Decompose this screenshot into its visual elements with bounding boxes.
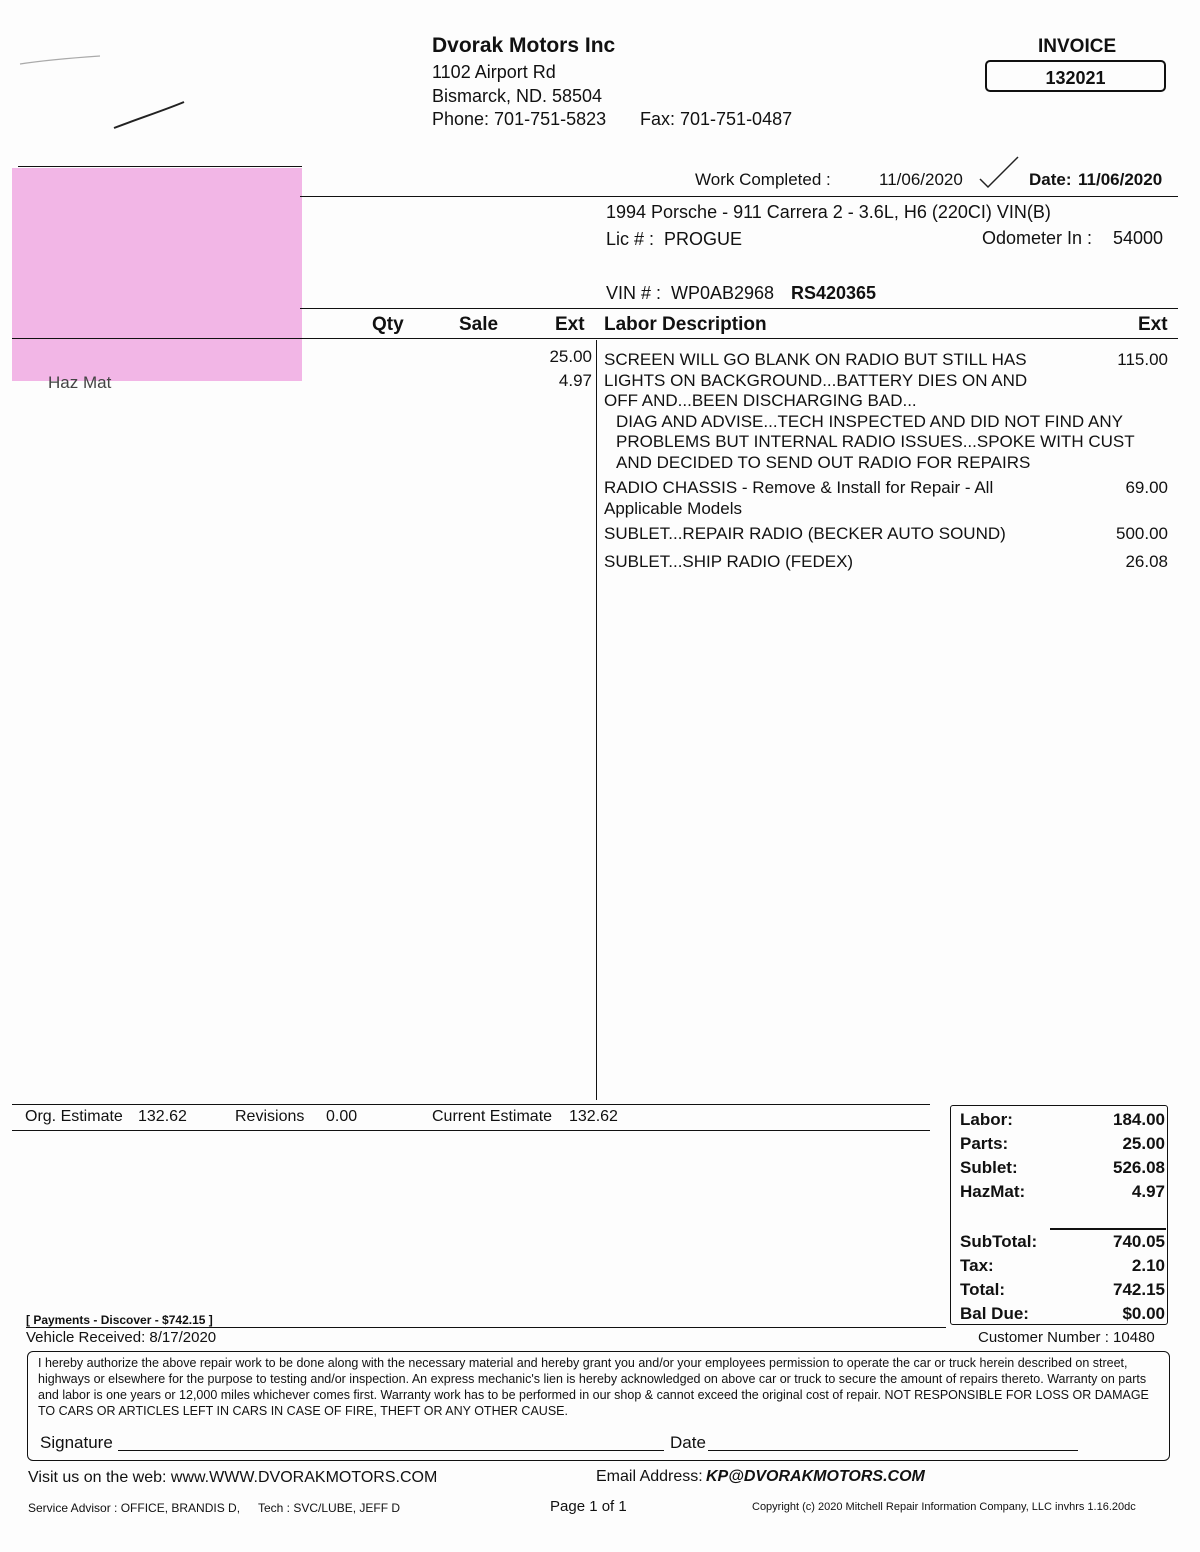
labor-ext-header: Ext <box>1138 314 1168 335</box>
tax: 2.10 <box>1131 1256 1165 1275</box>
total-label: Total: <box>960 1280 1006 1299</box>
part-ext-value: 4.97 <box>558 371 592 390</box>
date-sign-label: Date <box>670 1433 706 1452</box>
labor-text: RADIO CHASSIS - Remove & Install for Repair - All <box>604 478 994 497</box>
signature-label: Signature <box>40 1433 113 1452</box>
header-divider <box>300 196 1178 197</box>
labor-ext-value: 115.00 <box>1117 350 1168 369</box>
ext-header: Ext <box>555 314 585 335</box>
pen-scribble-top <box>16 50 106 70</box>
company-phone: Phone: 701-751-5823 <box>432 109 607 129</box>
labor-ext-value: 69.00 <box>1125 478 1168 497</box>
sublet-total-label: Sublet: <box>960 1158 1018 1177</box>
email-label: Email Address: <box>596 1468 703 1485</box>
labor-text: OFF AND...BEEN DISCHARGING BAD... <box>604 391 917 410</box>
odometer-value: 54000 <box>1113 228 1164 248</box>
sublet-total: 526.08 <box>1113 1158 1165 1177</box>
payments-note: [ Payments - Discover - $742.15 ] <box>26 1313 213 1327</box>
qty-header: Qty <box>372 314 404 335</box>
labor-text: SCREEN WILL GO BLANK ON RADIO BUT STILL HAS <box>604 350 1027 369</box>
estimate-top-rule <box>12 1104 930 1105</box>
current-estimate-label: Current Estimate <box>432 1108 553 1125</box>
labor-total-label: Labor: <box>960 1110 1013 1129</box>
labor-ext-value: 26.08 <box>1125 552 1168 571</box>
labor-text: LIGHTS ON BACKGROUND...BATTERY DIES ON AND <box>604 370 1028 390</box>
labor-text: SUBLET...REPAIR RADIO (BECKER AUTO SOUND) <box>604 524 1006 543</box>
labor-ext-value: 500.00 <box>1116 524 1168 543</box>
company-fax: Fax: 701-751-0487 <box>640 109 793 129</box>
labor-text: Applicable Models <box>604 498 742 518</box>
vin-label: VIN # : <box>606 283 662 303</box>
vehicle-description: 1994 Porsche - 911 Carrera 2 - 3.6L, H6 (220CI) VIN(B) <box>606 202 1051 222</box>
subtotal-label: SubTotal: <box>960 1232 1038 1251</box>
tax-label: Tax: <box>960 1256 994 1275</box>
bal-due-label: Bal Due: <box>960 1304 1029 1323</box>
revisions-value: 0.00 <box>326 1108 358 1125</box>
labor-total: 184.00 <box>1113 1110 1165 1129</box>
work-completed-label: Work Completed : <box>695 170 831 189</box>
labor-note: DIAG AND ADVISE...TECH INSPECTED AND DID NOT FIND ANY <box>616 411 1123 431</box>
revisions-label: Revisions <box>235 1108 305 1125</box>
pen-scribble <box>110 96 190 136</box>
org-estimate-label: Org. Estimate <box>25 1108 123 1125</box>
date-label: Date: <box>1029 170 1072 189</box>
bal-due: $0.00 <box>1122 1304 1165 1323</box>
estimate-bottom-rule <box>12 1130 930 1131</box>
total: 742.15 <box>1113 1280 1165 1299</box>
subtotal: 740.05 <box>1113 1232 1165 1251</box>
website: Visit us on the web: www.WWW.DVORAKMOTORS.COM <box>28 1469 438 1486</box>
org-estimate-value: 132.62 <box>138 1108 187 1125</box>
check-mark-icon <box>978 155 1022 191</box>
hazmat-total: 4.97 <box>1131 1182 1165 1201</box>
invoice-label: INVOICE <box>1038 36 1117 57</box>
terms-text: I hereby authorize the above repair work to be done along with the necessary material and hereby grant you and/or your employees permission to operate the car or truck herein described on street, highways or elsewhere for the purpose to testing and/or inspection. An express mechanic's lien is hereby acknowledged on above car or truck to secure the amount of repairs thereto. Warranty on parts and labor is one years or 12,000 miles whichever comes first. Warranty work has to be performed in our shop & cannot exceed the original cost of repair. NOT RESPONSIBLE FOR LOSS OR DAMAGE TO CARS OR ARTICLES LEFT IN CARS IN CASE OF FIRE, THEFT OR ANY OTHER CAUSE. <box>38 1356 1149 1418</box>
current-estimate-value: 132.62 <box>569 1108 618 1125</box>
hazmat-total-label: HazMat: <box>960 1182 1026 1201</box>
company-address: 1102 Airport Rd <box>432 62 556 82</box>
column-divider <box>596 340 597 1100</box>
work-completed-date: 11/06/2020 <box>879 170 963 189</box>
vin-suffix: RS420365 <box>791 283 877 303</box>
email-address: KP@DVORAKMOTORS.COM <box>706 1468 925 1485</box>
parts-total: 25.00 <box>1122 1134 1165 1153</box>
labor-note: AND DECIDED TO SEND OUT RADIO FOR REPAIRS <box>616 452 1031 472</box>
sale-header: Sale <box>459 314 499 335</box>
payments-rule <box>26 1327 946 1328</box>
copyright: Copyright (c) 2020 Mitchell Repair Information Company, LLC invhrs 1.16.20dc <box>752 1501 1136 1513</box>
customer-number: Customer Number : 10480 <box>978 1329 1155 1346</box>
page-number: Page 1 of 1 <box>550 1498 627 1515</box>
column-header-top-rule <box>300 308 1178 309</box>
parts-total-label: Parts: <box>960 1134 1009 1153</box>
subtotal-rule <box>1050 1228 1166 1230</box>
invoice-number: 132021 <box>985 60 1166 92</box>
signature-line[interactable] <box>118 1450 664 1451</box>
labor-note: PROBLEMS BUT INTERNAL RADIO ISSUES...SPOKE WITH CUST <box>616 432 1135 451</box>
license-plate: PROGUE <box>664 229 743 249</box>
date-line[interactable] <box>708 1450 1078 1451</box>
vehicle-received: Vehicle Received: 8/17/2020 <box>26 1329 217 1346</box>
part-partial-text: Haz Mat <box>48 373 112 392</box>
column-header-bottom-rule <box>12 338 1178 339</box>
labor-description-header: Labor Description <box>604 314 767 335</box>
company-city: Bismarck, ND. 58504 <box>432 86 603 106</box>
labor-text: SUBLET...SHIP RADIO (FEDEX) <box>604 552 854 571</box>
company-name: Dvorak Motors Inc <box>432 34 616 57</box>
service-advisor: Service Advisor : OFFICE, BRANDIS D, <box>28 1501 241 1515</box>
license-label: Lic # : <box>606 229 655 249</box>
tech: Tech : SVC/LUBE, JEFF D <box>258 1501 401 1515</box>
vin-prefix: WP0AB2968 <box>671 283 775 303</box>
part-ext-value: 25.00 <box>549 347 592 366</box>
invoice-date: 11/06/2020 <box>1078 170 1163 189</box>
divider <box>18 166 302 167</box>
odometer-label: Odometer In : <box>982 228 1093 248</box>
